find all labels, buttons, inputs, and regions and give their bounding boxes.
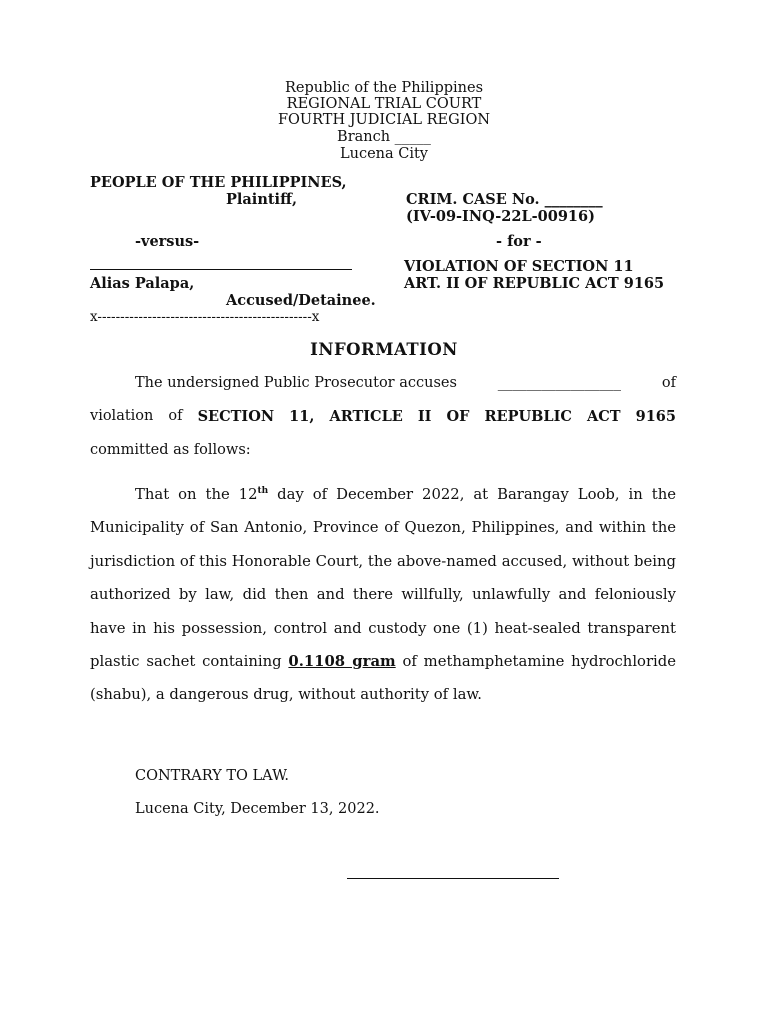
drug-quantity: 0.1108 gram xyxy=(288,653,396,671)
header-court: REGIONAL TRIAL COURT xyxy=(286,96,482,112)
ordinal-suffix: th xyxy=(257,486,269,497)
paragraph-facts xyxy=(90,478,676,712)
header-city: Lucena City xyxy=(339,146,428,162)
header-branch: Branch _____ xyxy=(337,129,431,145)
law-word: OF xyxy=(446,408,470,426)
contrary-to-law: CONTRARY TO LAW. xyxy=(135,768,290,784)
plaintiff-name: PEOPLE OF THE PHILIPPINES, xyxy=(90,174,347,191)
plaintiff-role: Plaintiff, xyxy=(226,191,298,208)
case-reference: (IV-09-INQ-22L-00916) xyxy=(406,208,595,225)
law-word: SECTION xyxy=(197,408,275,426)
law-word: 11, xyxy=(289,408,315,426)
versus-label: -versus- xyxy=(135,233,200,250)
facts-text-end: of methamphetamine hydrochloride (shabu), a dangerous drug, without authority of law. xyxy=(90,653,676,704)
paragraph-accusation xyxy=(90,375,676,459)
violation-line-1: VIOLATION OF SECTION 11 xyxy=(404,258,634,275)
law-word: 9165 xyxy=(635,408,676,426)
facts-text-middle: day of December 2022, at Barangay Loob, in the Municipality of San Antonio, Province of Quezon, Philippines, and within the jurisdiction of this Honorable Court, the above-named accused, without being authorized by law, did then and there willfully, unlawfully and feloniously have in his possession, control and custody one (1) heat-sealed transparent plastic sachet containing xyxy=(90,486,676,671)
accusation-of: of xyxy=(661,375,676,391)
caption-separator: x-----------------------------------------------x xyxy=(90,309,320,325)
accused-blank: _________________ xyxy=(497,375,622,391)
signature-line xyxy=(347,878,559,879)
facts-text-start: That on the 12 xyxy=(135,486,258,503)
header-republic: Republic of the Philippines xyxy=(284,80,484,96)
word-of: of xyxy=(168,408,183,425)
case-number: CRIM. CASE No. ________ xyxy=(406,191,603,208)
violation-line-2: ART. II OF REPUBLIC ACT 9165 xyxy=(404,275,665,292)
document-title: INFORMATION xyxy=(310,340,458,359)
accusation-line-3: committed as follows: xyxy=(90,441,251,458)
header-region: FOURTH JUDICIAL REGION xyxy=(277,112,491,128)
accused-name-blank xyxy=(90,269,352,270)
law-word: ARTICLE xyxy=(329,408,403,426)
law-word: REPUBLIC xyxy=(484,408,572,426)
law-word: II xyxy=(417,408,432,426)
place-and-date: Lucena City, December 13, 2022. xyxy=(135,801,380,817)
accused-alias: Alias Palapa, xyxy=(90,275,195,292)
accusation-line-1 xyxy=(90,375,676,392)
word-violation: violation xyxy=(90,408,154,425)
law-word: ACT xyxy=(586,408,621,426)
accused-role: Accused/Detainee. xyxy=(226,292,376,309)
accusation-text: The undersigned Public Prosecutor accuses xyxy=(135,375,457,391)
for-label: - for - xyxy=(496,233,542,250)
accusation-line-2 xyxy=(90,408,676,425)
